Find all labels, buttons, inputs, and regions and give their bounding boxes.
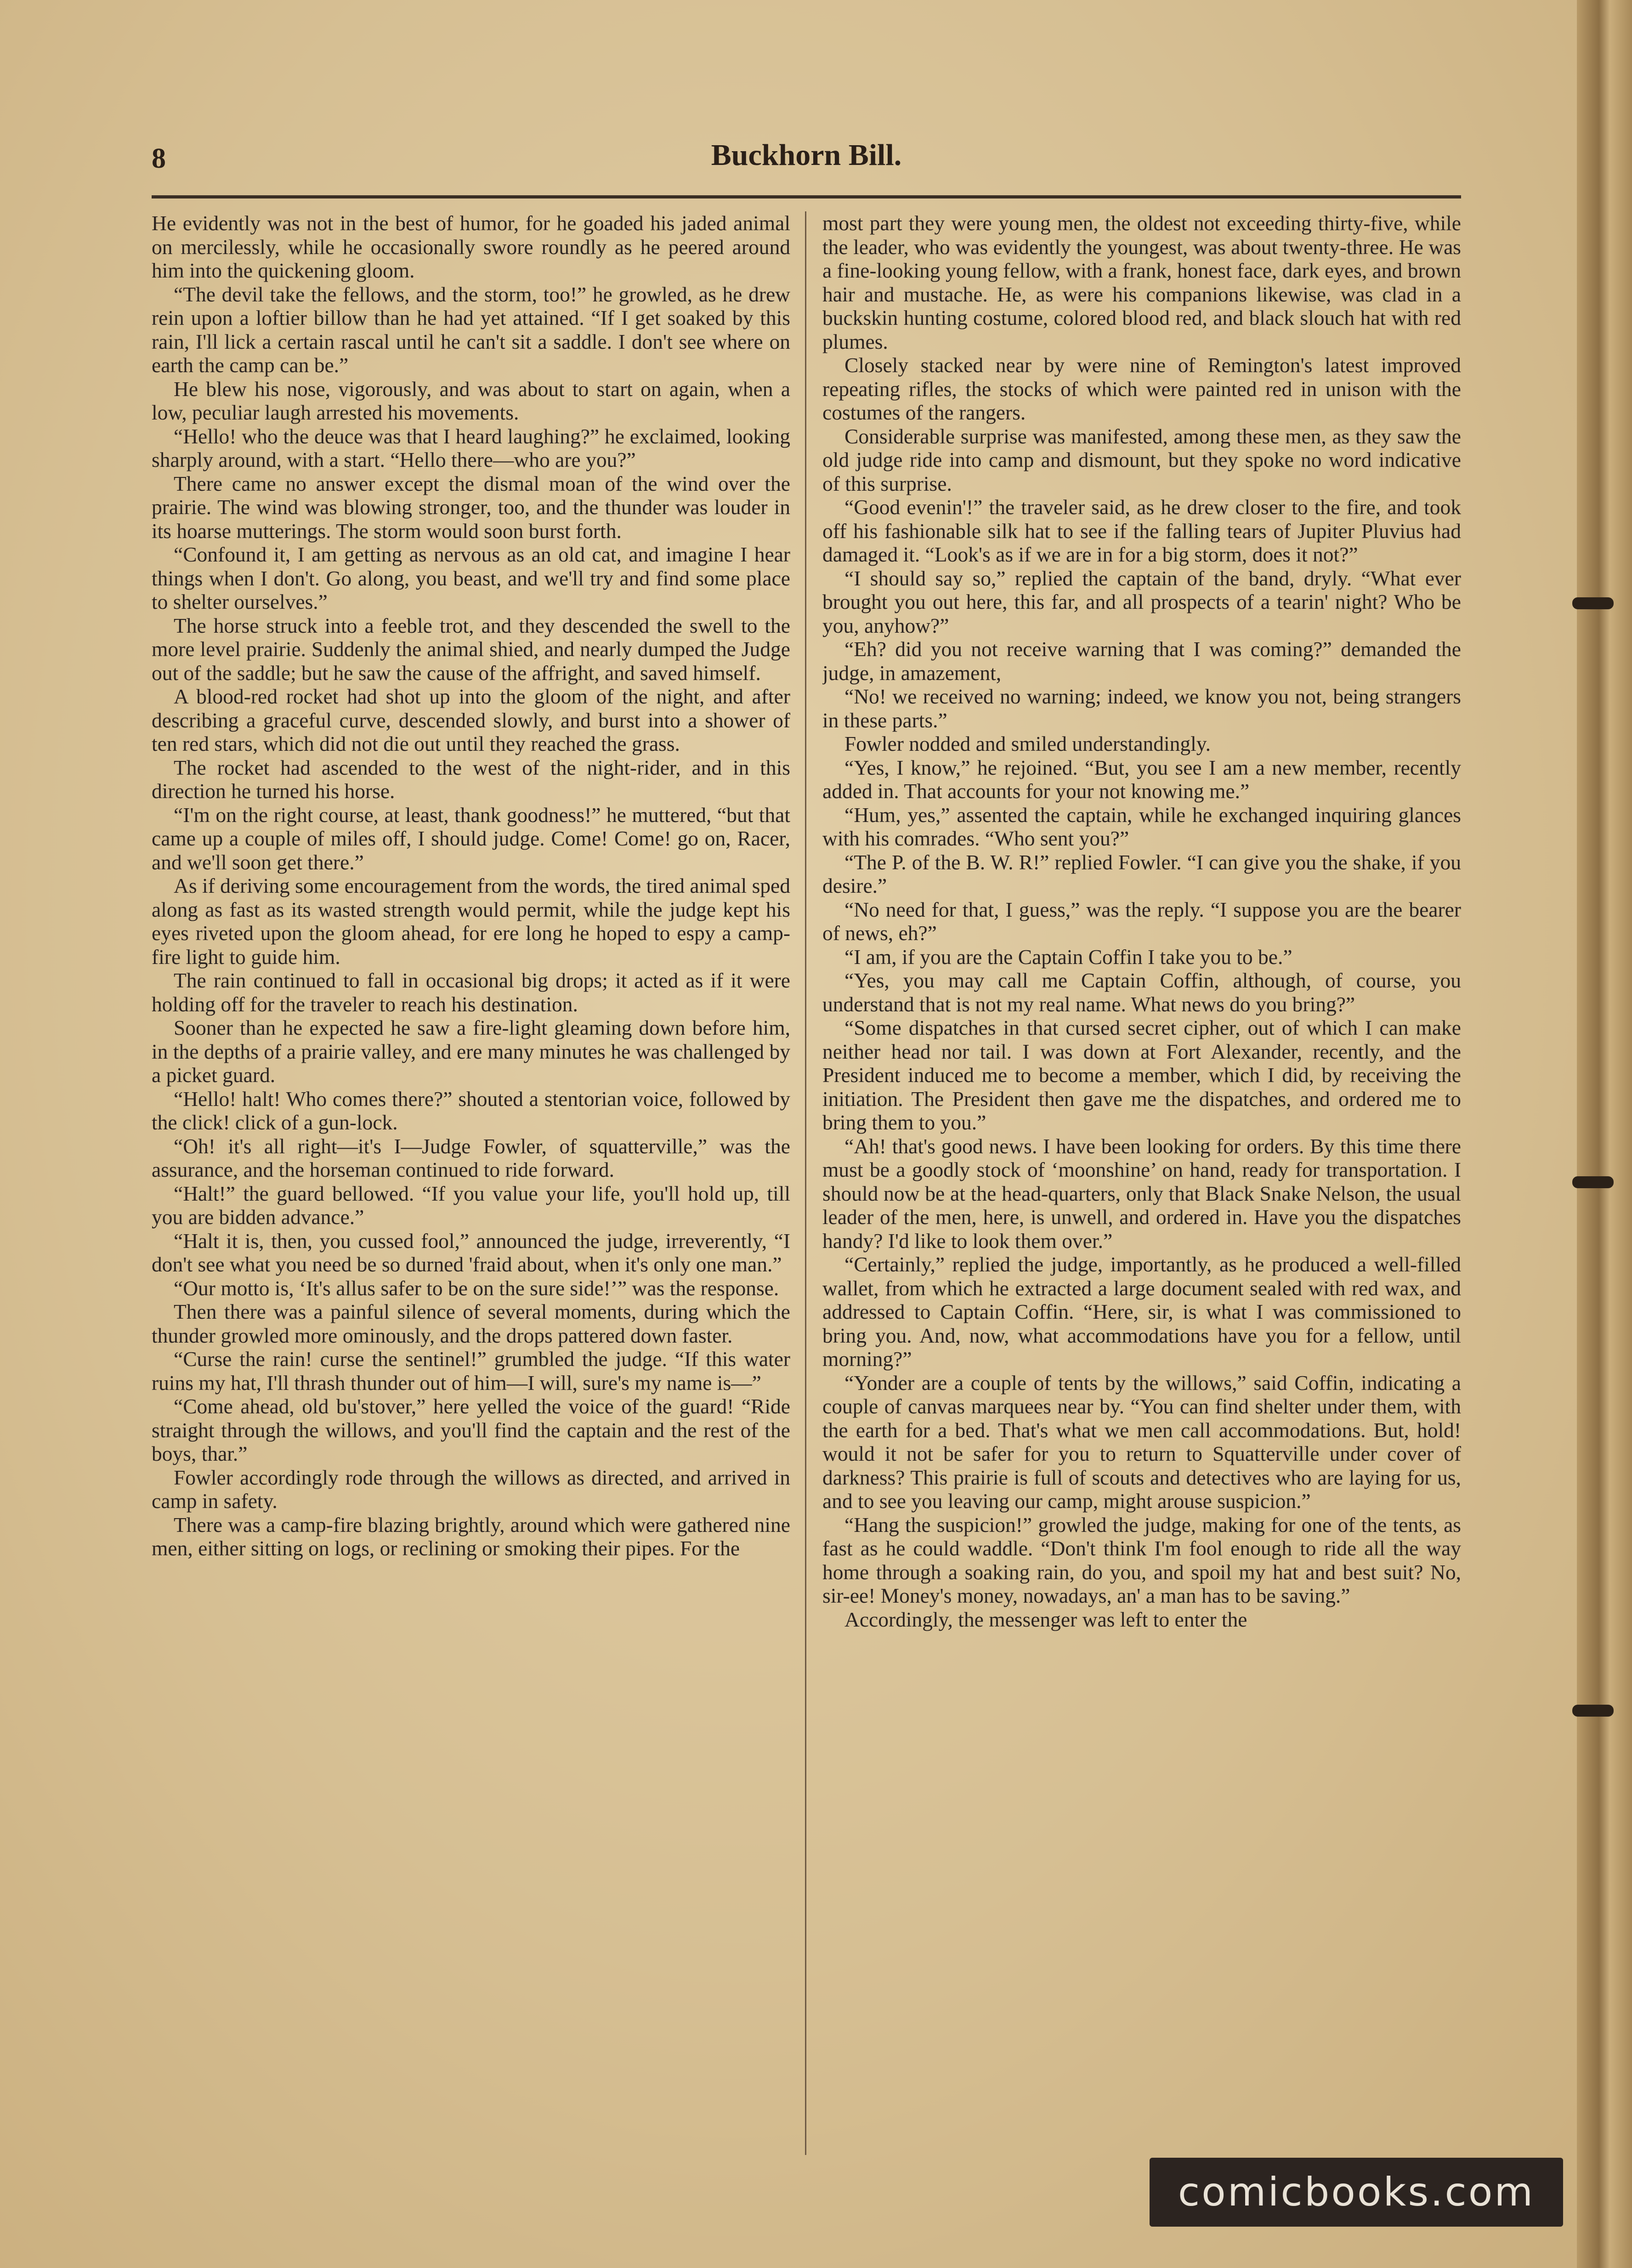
paragraph: Closely stacked near by were nine of Remington's latest improved repeating rifles, the stocks of which were painted red in unison with the costumes of the rangers. — [822, 353, 1461, 424]
paragraph: “No need for that, I guess,” was the reply. “I suppose you are the bearer of news, eh?” — [822, 897, 1461, 945]
binding-staple-mark — [1572, 1176, 1614, 1188]
paragraph: “Some dispatches in that cursed secret cipher, out of which I can make neither head nor tail. I was down at Fort Alexander, recently, and the President induced me to become a member, which I did, by receiving the initiation. The President then gave me the dispatches, and ordered me to bring them to you.” — [822, 1016, 1461, 1134]
paragraph: “I am, if you are the Captain Coffin I take you to be.” — [844, 945, 1292, 969]
paragraph: “Yonder are a couple of tents by the willows,” said Coffin, indicating a couple of canvas marquees near by. “You can find shelter under them, with the earth for a bed. That's what we men call accommodations. But, hold! would it not be safer for you to return to Squatterville under cover of darkness? This prairie is full of scouts and detectives who are laying for us, and to see you leaving our camp, might arouse suspicion.” — [822, 1371, 1461, 1513]
paragraph: “I'm on the right course, at least, thank goodness!” he muttered, “but that came up a couple of miles off, I should judge. Come! Come! go on, Racer, and we'll soon get there.” — [152, 803, 790, 874]
binding-staple-mark — [1572, 597, 1614, 609]
paragraph: “Confound it, I am getting as nervous as an old cat, and imagine I hear things when I don't. Go along, you beast, and we'll try and find some place to shelter ourselves.” — [152, 543, 790, 613]
watermark-text: comicbooks.com — [1178, 2169, 1535, 2215]
paragraph: “Good evenin'!” the traveler said, as he drew closer to the fire, and took off his fashionable silk hat to see if the falling tears of Jupiter Pluvius had damaged it. “Look's as if we are in for a big storm, does it not?” — [822, 495, 1461, 566]
paragraph: “Yes, I know,” he rejoined. “But, you see I am a new member, recently added in. That accounts for your not knowing me.” — [822, 755, 1461, 803]
column-divider — [805, 211, 806, 2155]
paragraph: “Halt it is, then, you cussed fool,” announced the judge, irreverently, “I don't see what you need be so durned 'fraid about, when it's only one man.” — [152, 1229, 790, 1276]
paragraph: most part they were young men, the oldest not exceeding thirty-five, while the leader, who was evidently the youngest, was about twenty-three. He was a fine-looking young fellow, with a frank, honest face, dark eyes, and brown hair and mustache. He, as were his companions likewise, was clad in a buckskin hunting costume, colored blood red, and black slouch hat with red plumes. — [822, 211, 1461, 353]
paragraph: As if deriving some encouragement from the words, the tired animal sped along as fast as its wasted strength would permit, while the judge kept his eyes riveted upon the gloom ahead, for ere long he hoped to espy a camp-fire light to guide him. — [152, 874, 790, 969]
paragraph: The rocket had ascended to the west of the night-rider, and in this direction he turned his horse. — [152, 755, 790, 803]
header-rule — [152, 195, 1461, 198]
page-gutter — [1577, 0, 1632, 2268]
paragraph: “Ah! that's good news. I have been looking for orders. By this time there must be a goodly stock of ‘moonshine’ on hand, ready for transportation. I should now be at the head-quarters, only that Black Snake Nelson, the usual leader of the men, here, is unwell, and ordered in. Have you the dispatches handy? I'd like to look them over.” — [822, 1134, 1461, 1253]
paragraph: Considerable surprise was manifested, among these men, as they saw the old judge ride into camp and dismount, but they spoke no word indicative of this surprise. — [822, 424, 1461, 495]
paragraph: “Hum, yes,” assented the captain, while he exchanged inquiring glances with his comrades. “Who sent you?” — [822, 803, 1461, 850]
paragraph: “Certainly,” replied the judge, importantly, as he produced a well-filled wallet, from which he extracted a large document sealed with red wax, and addressed to Captain Coffin. “Here, sir, is what I was commissioned to bring you. And, now, what accommodations have you for a fellow, until morning?” — [822, 1253, 1461, 1371]
paragraph: “Hello! halt! Who comes there?” shouted a stentorian voice, followed by the click! click of a gun-lock. — [152, 1087, 790, 1134]
paragraph: “Eh? did you not receive warning that I was coming?” demanded the judge, in amazement, — [822, 637, 1461, 685]
page-number: 8 — [152, 143, 166, 174]
binding-staple-mark — [1572, 1705, 1614, 1717]
paragraph: “Curse the rain! curse the sentinel!” grumbled the judge. “If this water ruins my hat, I'll thrash thunder out of him—I will, sure's my name is—” — [152, 1347, 790, 1395]
paragraph: “The devil take the fellows, and the storm, too!” he growled, as he drew rein upon a loftier billow than he had yet attained. “If I get soaked by this rain, I'll lick a certain rascal until he can't sit a saddle. I don't see where on earth the camp can be.” — [152, 282, 790, 377]
paragraph: Fowler accordingly rode through the willows as directed, and arrived in camp in safety. — [152, 1465, 790, 1513]
paragraph: “Our motto is, ‘It's allus safer to be on the sure side!’” was the response. — [174, 1276, 779, 1300]
paragraph: There was a camp-fire blazing brightly, around which were gathered nine men, either sitting on logs, or reclining or smoking their pipes. For the — [152, 1513, 790, 1560]
left-text-column — [152, 211, 790, 2164]
page-header — [152, 138, 1461, 188]
paragraph: A blood-red rocket had shot up into the gloom of the night, and after describing a graceful curve, descended slowly, and burst into a shower of ten red stars, which did not die out until they reached the grass. — [152, 685, 790, 755]
paragraph: “I should say so,” replied the captain of the band, dryly. “What ever brought you out here, this far, and all prospects of a tearin' night? Who be you, anyhow?” — [822, 566, 1461, 637]
paragraph: The horse struck into a feeble trot, and they descended the swell to the more level prairie. Suddenly the animal shied, and nearly dumped the Judge out of the saddle; but he saw the cause of the affright, and saved himself. — [152, 613, 790, 685]
paragraph: “The P. of the B. W. R!” replied Fowler. “I can give you the shake, if you desire.” — [822, 850, 1461, 897]
paragraph: “Hello! who the deuce was that I heard laughing?” he exclaimed, looking sharply around, with a start. “Hello there—who are you?” — [152, 424, 790, 471]
paragraph: Fowler nodded and smiled understandingly. — [844, 732, 1211, 755]
paragraph: The rain continued to fall in occasional big drops; it acted as if it were holding off for the traveler to reach his destination. — [152, 969, 790, 1016]
paragraph: “No! we received no warning; indeed, we know you not, being strangers in these parts.” — [822, 685, 1461, 732]
paragraph: “Come ahead, old bu'stover,” here yelled the voice of the guard! “Ride straight through the willows, and you'll find the captain and the rest of the boys, thar.” — [152, 1395, 790, 1465]
paragraph: He blew his nose, vigorously, and was about to start on again, when a low, peculiar laugh arrested his movements. — [152, 377, 790, 424]
paragraph: There came no answer except the dismal moan of the wind over the prairie. The wind was blowing stronger, too, and the thunder was louder in its hoarse mutterings. The storm would soon burst forth. — [152, 471, 790, 543]
paragraph: Then there was a painful silence of several moments, during which the thunder growled more ominously, and the drops pattered down faster. — [152, 1300, 790, 1347]
running-title: Buckhorn Bill. — [711, 138, 902, 172]
paragraph: “Yes, you may call me Captain Coffin, although, of course, you understand that is not my real name. What news do you bring?” — [822, 969, 1461, 1016]
paragraph: Accordingly, the messenger was left to enter the — [844, 1607, 1247, 1631]
paragraph: “Halt!” the guard bellowed. “If you value your life, you'll hold up, till you are bidden advance.” — [152, 1181, 790, 1229]
paragraph: “Hang the suspicion!” growled the judge, making for one of the tents, as fast as he could waddle. “Don't think I'm fool enough to ride all the way home through a soaking rain, do you, and spoil my hat and best suit? No, sir-ee! Money's money, nowadays, an' a man has to be saving.” — [822, 1513, 1461, 1607]
paragraph: He evidently was not in the best of humor, for he goaded his jaded animal on mercilessly, while he occasionally swore roundly as he peered around him into the quickening gloom. — [152, 211, 790, 282]
right-text-column — [822, 211, 1461, 2164]
paragraph: “Oh! it's all right—it's I—Judge Fowler, of squatterville,” was the assurance, and the horseman continued to ride forward. — [152, 1134, 790, 1181]
site-watermark — [1150, 2158, 1563, 2227]
paragraph: Sooner than he expected he saw a fire-light gleaming down before him, in the depths of a prairie valley, and ere many minutes he was challenged by a picket guard. — [152, 1016, 790, 1087]
